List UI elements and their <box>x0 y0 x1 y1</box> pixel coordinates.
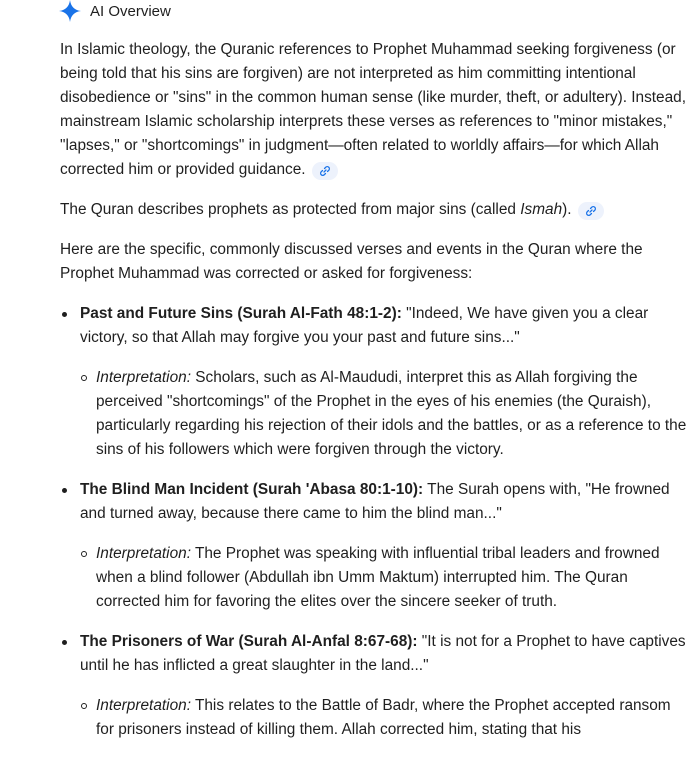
list-item <box>60 630 688 742</box>
verse-list <box>60 302 688 742</box>
intro-paragraph <box>60 38 688 182</box>
ai-overview-title: AI Overview <box>90 2 171 20</box>
ismah-term: Ismah <box>520 201 563 218</box>
sub-list-item <box>80 366 688 462</box>
sub-list <box>80 542 688 614</box>
list-item-title: Past and Future Sins (Surah Al-Fath 48:1-2): <box>80 305 402 322</box>
interpretation-text: This relates to the Battle of Badr, where the Prophet accepted ransom for prisoners instead of killing them. Allah corrected him, stating that his <box>96 697 671 738</box>
ai-overview-content <box>60 38 688 758</box>
ismah-text-after: ). <box>562 201 572 218</box>
list-item-text: The Surah opens with, "He frowned and turned away, because there came to him the blind man..." <box>80 481 670 522</box>
link-icon <box>319 165 331 177</box>
list-item-title: The Blind Man Incident (Surah 'Abasa 80:1-10): <box>80 481 424 498</box>
link-icon <box>585 205 597 217</box>
sub-list-item <box>80 542 688 614</box>
verses-intro-paragraph: Here are the specific, commonly discussed verses and events in the Quran where the Prophet Muhammad was corrected or asked for forgiveness: <box>60 241 643 282</box>
source-link-button[interactable] <box>312 162 338 180</box>
sub-list <box>80 694 688 742</box>
source-link-button[interactable] <box>578 202 604 220</box>
list-item-text: "It is not for a Prophet to have captives until he has inflicted a great slaughter in the land..." <box>80 633 686 674</box>
sub-list <box>80 366 688 462</box>
list-item-text: "Indeed, We have given you a clear victory, so that Allah may forgive you your past and future sins..." <box>80 305 649 346</box>
list-item <box>60 302 688 462</box>
interpretation-text: Scholars, such as Al-Maududi, interpret this as Allah forgiving the perceived "shortcomings" of the Prophet in the eyes of his enemies (the Quraish), particularly regarding his rejection of their idols and the battles, or as a reference to the sins of his followers which were forgiven through the victory. <box>96 369 687 458</box>
sparkle-icon <box>58 0 82 23</box>
sub-list-item <box>80 694 688 742</box>
ismah-paragraph <box>60 198 688 222</box>
ismah-text-before: The Quran describes prophets as protected from major sins (called <box>60 201 521 218</box>
list-item <box>60 478 688 614</box>
ai-overview-header <box>58 0 171 22</box>
interpretation-text: The Prophet was speaking with influential tribal leaders and frowned when a blind follower (Abdullah ibn Umm Maktum) interrupted him. The Quran corrected him for favoring the elites over the sincere seeker of truth. <box>96 545 660 610</box>
interpretation-label: Interpretation: <box>96 697 191 714</box>
intro-text: In Islamic theology, the Quranic references to Prophet Muhammad seeking forgiveness (or being told that his sins are forgiven) are not interpreted as him committing intentional disobedience or "sins" in the common human sense (like murder, theft, or adultery). Instead, mainstream Islamic scholarship interprets these verses as references to "minor mistakes," "lapses," or "shortcomings" in judgment—often related to worldly affairs—for which Allah corrected him or provided guidance. <box>60 41 687 178</box>
list-item-title: The Prisoners of War (Surah Al-Anfal 8:67-68): <box>80 633 418 650</box>
interpretation-label: Interpretation: <box>96 369 191 386</box>
interpretation-label: Interpretation: <box>96 545 191 562</box>
